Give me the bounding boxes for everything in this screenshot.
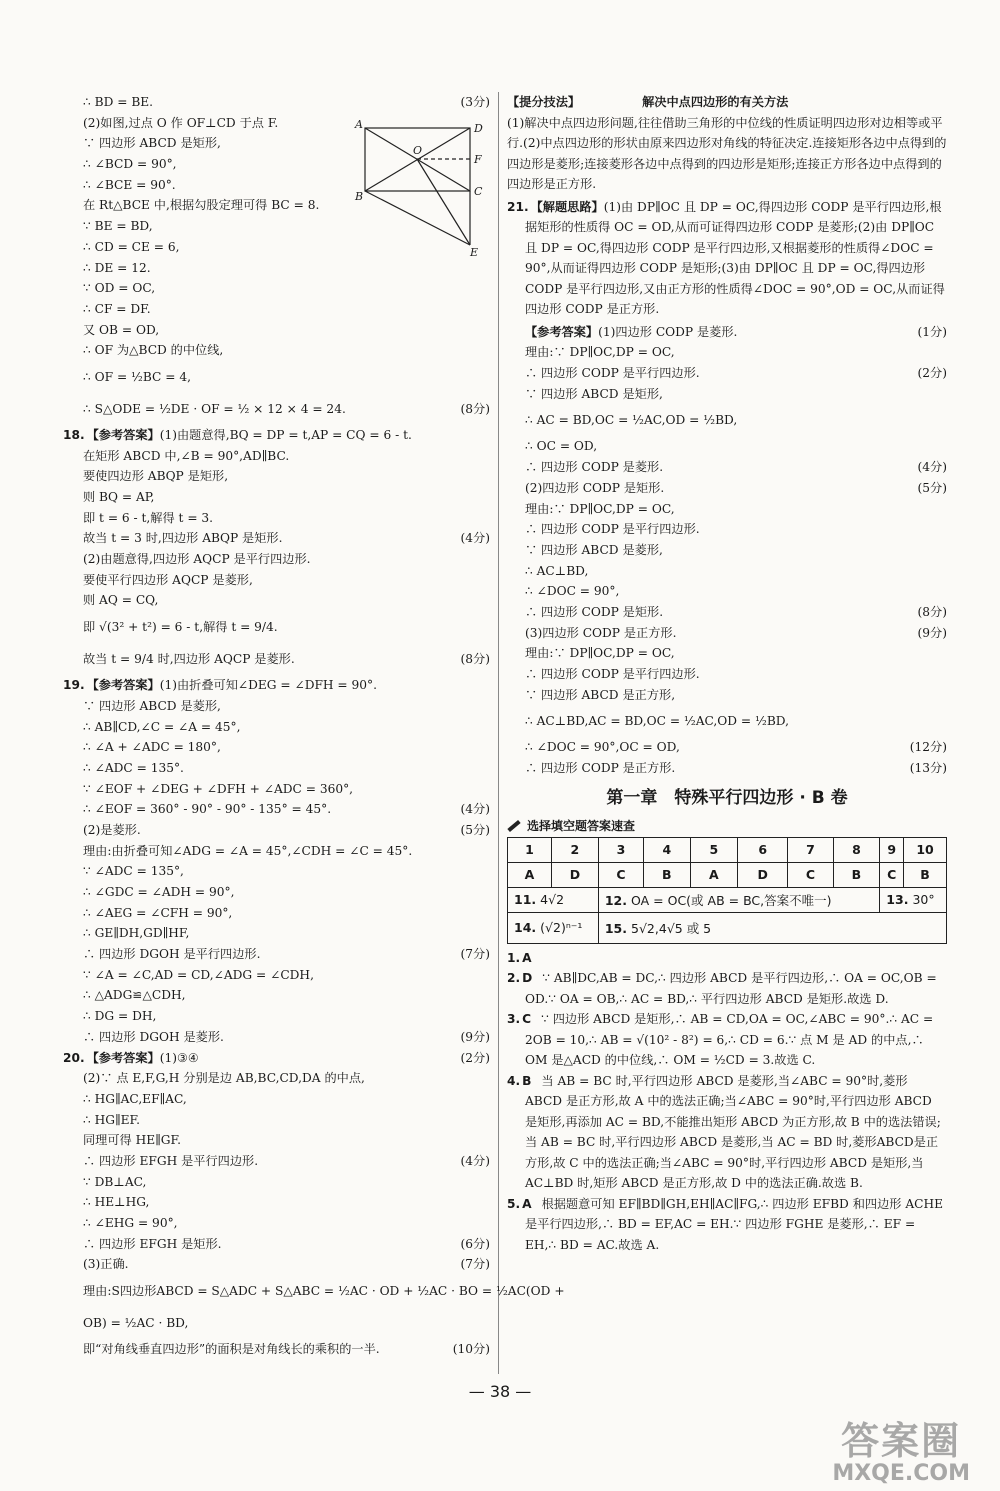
text-line — [63, 590, 490, 611]
text-line — [63, 1089, 490, 1110]
text-line — [63, 154, 490, 175]
text-line — [63, 1307, 490, 1339]
text-line — [63, 841, 490, 862]
text-line — [63, 133, 490, 154]
line-text: 在矩形 ABCD 中,∠B = 90°,AD∥BC. — [83, 448, 290, 463]
question-number-cell: 2 — [551, 837, 598, 862]
q21-answer — [507, 322, 947, 779]
text-line — [507, 737, 947, 758]
text-line — [63, 466, 490, 487]
line-text: ∴ HG∥EF. — [83, 1112, 140, 1127]
line-text: ∵ ∠EOF + ∠DEG + ∠DFH + ∠ADC = 360°, — [83, 781, 354, 796]
text-line — [63, 903, 490, 924]
text-line — [507, 342, 947, 363]
quick-check-title: 选择填空题答案速查 — [527, 818, 636, 833]
page-number: — 38 — — [468, 1382, 532, 1401]
choice-answer: D — [522, 971, 533, 986]
answer-cell: A — [690, 862, 737, 887]
text-line — [507, 602, 947, 623]
line-text: ∴ ∠DOC = 90°, — [525, 584, 620, 599]
label-f: F — [474, 153, 482, 166]
line-text: ∵ ∠A = ∠C,AD = CD,∠ADG = ∠CDH, — [83, 967, 314, 982]
score: (9分) — [460, 1029, 490, 1044]
line-text: (3)四边形 CODP 是正方形. — [525, 625, 677, 640]
watermark-url: MXQE.COM — [832, 1461, 970, 1486]
text-line — [507, 363, 947, 384]
q21-head: 【解题思路】 — [530, 199, 604, 214]
line-text: ∴ △ADG≌△CDH, — [83, 988, 186, 1003]
text-line — [63, 696, 490, 717]
text-line — [63, 361, 490, 393]
label-d: D — [474, 122, 483, 135]
watermark — [832, 1420, 970, 1486]
answer-head: 【参考答案】 — [525, 324, 599, 339]
choice-item — [507, 968, 947, 1009]
text-line — [63, 944, 490, 965]
line-text: (2)四边形 CODP 是矩形. — [525, 480, 665, 495]
text-line — [63, 1213, 490, 1234]
line-text: 故当 t = 3 时,四边形 ABQP 是矩形. — [83, 531, 283, 546]
label-b: B — [355, 190, 364, 203]
question-number-cell: 5 — [690, 837, 737, 862]
answer-cell: D — [551, 862, 598, 887]
question-number-cell: 3 — [598, 837, 643, 862]
text-line — [63, 1048, 490, 1069]
line-text: ∴ ∠ADC = 135°. — [83, 760, 184, 775]
score: (1分) — [917, 324, 947, 339]
table-row — [508, 912, 947, 943]
text-line — [507, 404, 947, 436]
line-text: ∴ ∠BCD = 90°, — [83, 157, 177, 172]
line-text: (1)由折叠可知∠DEG = ∠DFH = 90°. — [159, 678, 377, 693]
question-number-cell: 1 — [508, 837, 552, 862]
line-text: 则 BQ = AP, — [83, 490, 155, 504]
q21-thinking — [507, 197, 947, 320]
question-number-cell: 8 — [833, 837, 880, 862]
score: (4分) — [460, 802, 490, 817]
choice-item — [507, 1071, 947, 1194]
text-line — [63, 675, 490, 696]
score: (4分) — [460, 1153, 490, 1168]
line-text: ∴ S△ODE = ½DE · OF = ½ × 12 × 4 = 24. — [83, 401, 346, 416]
tip-body: (1)解决中点四边形问题,往往借助三角形的中位线的性质证明四边形对边相等或平行.(2)中点四边形的形状由原来四边形对角线的特征决定.连接矩形各边中点得到的四边形是菱形;连接菱形各边中点得到的四边形是矩形;连接正方形各边中点得到的四边形是正方形. — [507, 115, 947, 192]
text-line — [507, 685, 947, 706]
text-line — [507, 705, 947, 737]
watermark-logo: 答案圈 — [841, 1419, 962, 1463]
answer-13: 13. 30° — [880, 887, 947, 912]
text-line — [63, 1006, 490, 1027]
choice-item — [507, 948, 947, 969]
text-line — [63, 1027, 490, 1048]
line-text: 即 t = 6 - t,解得 t = 3. — [83, 510, 214, 525]
question-number: 5. — [507, 1196, 521, 1211]
choice-explanation: ∵ 四边形 ABCD 是矩形,∴ AB = CD,OA = OC,∠ABC = 90°.∴ AC = 2OB = 10,∴ AB = √(10² - 8²) = 6,∴ CD = 6.∵ 点 M 是 AD 的中点,∴ OM 是△ACD 的中位线,∴ OM = ½CD = 3.故选 C. — [525, 1012, 934, 1068]
line-text: 理由:∵ DP∥OC,DP = OC, — [525, 501, 675, 516]
line-text: ∴ CD = CE = 6, — [83, 239, 180, 254]
line-text: ∵ 四边形 ABCD 是菱形, — [525, 542, 663, 557]
pencil-icon — [507, 820, 520, 832]
table-row — [508, 887, 947, 912]
line-text: ∴ AC = BD,OC = ½AC,OD = ½BD, — [525, 413, 738, 428]
text-line — [63, 278, 490, 299]
question-number: 18. — [63, 427, 85, 442]
choice-answer: C — [522, 1012, 532, 1027]
text-line — [507, 643, 947, 664]
line-text: ∴ ∠EOF = 360° - 90° - 90° - 135° = 45°. — [83, 802, 332, 817]
line-text: (1)③④ — [159, 1050, 199, 1065]
answer-table — [507, 837, 947, 944]
score: (3分) — [460, 95, 490, 109]
text-line — [507, 322, 947, 343]
text-line — [63, 611, 490, 643]
answer-15: 15. 5√2,4√5 或 5 — [598, 912, 946, 943]
choice-explanation: 当 AB = BC 时,平行四边形 ABCD 是菱形,当∠ABC = 90°时,菱形 ABCD 是正方形,故 A 中的选法正确;当∠ABC = 90°时,平行四边形 ABCD 是矩形,再添加 AC = BD,不能推出矩形 ABCD 为正方形,故 B 中的选法错误;当 AB = BC 时,平行四边形 ABCD 是菱形,当 AC = BD 时,菱形ABCD是正方形,故 C 中的选法正确;当∠ABC = 90°时,平行四边形 ABCD 是矩形,当 AC⊥BD 时,矩形 ABCD 是正方形,故 D 中的选法正确.故选 B. — [525, 1073, 941, 1191]
text-line — [63, 446, 490, 467]
quick-check-heading — [507, 815, 947, 837]
table-row — [508, 837, 947, 862]
answer-12: 12. OA = OC(或 AB = BC,答案不唯一) — [598, 887, 879, 912]
text-line — [63, 1234, 490, 1255]
text-line — [63, 425, 490, 446]
answer-cell: C — [880, 862, 904, 887]
tip-head: 【提分技法】 — [507, 95, 581, 109]
line-text: ∴ GE∥DH,GD∥HF, — [83, 926, 190, 941]
label-o: O — [413, 144, 423, 157]
text-line — [63, 299, 490, 320]
line-text: ∴ DE = 12. — [83, 260, 151, 275]
text-line — [63, 737, 490, 758]
score: (2分) — [460, 1050, 490, 1065]
line-text: 要使四边形 ABQP 是矩形, — [83, 469, 229, 484]
line-text: ∴ ∠AEG = ∠CFH = 90°, — [83, 905, 233, 920]
line-text: 要使平行四边形 AQCP 是菱形, — [83, 572, 253, 587]
text-line — [63, 985, 490, 1006]
line-text: 则 AQ = CQ, — [83, 593, 159, 608]
text-line — [63, 237, 490, 258]
line-text: ∴ 四边形 CODP 是平行四边形. — [525, 366, 700, 381]
question-number: 4. — [507, 1073, 521, 1088]
answer-cell: C — [788, 862, 833, 887]
line-text: ∴ DG = DH, — [83, 1009, 157, 1024]
line-text: ∴ CF = DF. — [83, 301, 151, 316]
text-line — [63, 393, 490, 425]
line-text: 理由:∵ DP∥OC,DP = OC, — [525, 345, 675, 360]
line-text: ∴ ∠BCE = 90°. — [83, 177, 176, 192]
score: (7分) — [460, 947, 490, 962]
line-text: (2)如图,过点 O 作 OF⊥CD 于点 F. — [83, 115, 279, 130]
question-number: 20. — [63, 1050, 85, 1065]
line-text: ∵ 四边形 ABCD 是菱形, — [83, 698, 221, 713]
line-text: (2)是菱形. — [83, 822, 141, 837]
answer-cell: B — [643, 862, 690, 887]
text-line — [63, 487, 490, 508]
line-text: ∴ 四边形 CODP 是平行四边形. — [525, 522, 700, 537]
line-text: ∴ AC⊥BD, — [525, 563, 589, 578]
text-line — [63, 549, 490, 570]
text-line — [63, 1110, 490, 1131]
text-line — [63, 923, 490, 944]
line-text: 同理可得 HE∥GF. — [83, 1133, 181, 1148]
text-line — [63, 820, 490, 841]
text-line — [507, 519, 947, 540]
line-text: ∴ 四边形 CODP 是菱形. — [525, 460, 664, 475]
line-text: ∴ OC = OD, — [525, 439, 598, 454]
text-line — [63, 528, 490, 549]
score: (4分) — [917, 460, 947, 475]
line-text: ∵ DB⊥AC, — [83, 1174, 147, 1189]
line-text: ∴ 四边形 EFGH 是矩形. — [83, 1236, 222, 1251]
score: (8分) — [460, 401, 490, 416]
table-row — [508, 862, 947, 887]
score: (12分) — [909, 740, 947, 755]
answer-14: 14. (√2)ⁿ⁻¹ — [508, 912, 599, 943]
text-line — [63, 92, 490, 113]
line-text: (2)∵ 点 E,F,G,H 分别是边 AB,BC,CD,DA 的中点, — [83, 1071, 365, 1086]
answer-head: 【参考答案】 — [86, 678, 160, 693]
choice-item — [507, 1009, 947, 1071]
score: (2分) — [917, 366, 947, 381]
line-text: ∵ ∠ADC = 135°, — [83, 864, 184, 879]
text-line — [63, 779, 490, 800]
line-text: ∴ ∠GDC = ∠ADH = 90°, — [83, 885, 235, 899]
text-line — [63, 1192, 490, 1213]
question-number-cell: 7 — [788, 837, 833, 862]
choice-answer: A — [522, 950, 532, 965]
choice-explanations — [507, 948, 947, 1256]
line-text: OB) = ½AC · BD, — [83, 1316, 189, 1331]
line-text: 即 √(3² + t²) = 6 - t,解得 t = 9/4. — [83, 620, 278, 635]
text-line — [63, 1151, 490, 1172]
text-line — [507, 436, 947, 457]
text-line — [507, 623, 947, 644]
score: (9分) — [917, 625, 947, 640]
text-line — [507, 561, 947, 582]
line-text: (2)由题意得,四边形 AQCP 是平行四边形. — [83, 552, 311, 567]
text-line — [63, 340, 490, 361]
line-text: ∵ BE = BD, — [83, 219, 153, 234]
text-line — [63, 508, 490, 529]
line-text: (1)四边形 CODP 是菱形. — [598, 324, 738, 339]
text-line — [507, 581, 947, 602]
right-column — [507, 92, 947, 1255]
answer-head: 【参考答案】 — [86, 1050, 160, 1065]
text-line — [63, 643, 490, 675]
question-number-cell: 9 — [880, 837, 904, 862]
answer-cell: D — [738, 862, 788, 887]
score: (13分) — [909, 761, 947, 776]
text-line — [63, 113, 490, 134]
q21-body: (1)由 DP∥OC 且 DP = OC,得四边形 CODP 是平行四边形,根据矩形的性质得 OC = OD,从而可证得四边形 CODP 是菱形;(2)由 DP∥OC 且 DP = OC,得四边形 CODP 是平行四边形,又根据菱形的性质得∠DOC = 90°,从而证得四边形 CODP 是矩形;(3)由 DP∥OC 且 DP = OC,得四边形 CODP 是平行四边形,又由正方形的性质得∠DOC = 90°,OD = OC,从而证得四边形 CODP 是正方形. — [525, 199, 945, 317]
question-number: 19. — [63, 678, 85, 693]
line-text: ∴ AC⊥BD,AC = BD,OC = ½AC,OD = ½BD, — [525, 714, 789, 729]
score: (7分) — [460, 1257, 490, 1272]
score: (5分) — [460, 822, 490, 837]
text-line — [63, 717, 490, 738]
score: (5分) — [917, 480, 947, 495]
line-text: ∴ BD = BE. — [83, 95, 154, 109]
question-number-cell: 4 — [643, 837, 690, 862]
line-text: ∴ 四边形 DGOH 是平行四边形. — [83, 947, 261, 962]
line-text: ∴ OF = ½BC = 4, — [83, 369, 191, 384]
line-text: ∵ 四边形 ABCD 是矩形, — [83, 136, 221, 151]
score: (10分) — [452, 1342, 490, 1357]
line-text: ∴ 四边形 CODP 是矩形. — [525, 604, 664, 619]
score: (8分) — [917, 604, 947, 619]
text-line — [63, 1068, 490, 1089]
line-text: ∴ ∠DOC = 90°,OC = OD, — [525, 740, 680, 755]
choice-answer: B — [522, 1073, 532, 1088]
line-text: ∵ 四边形 ABCD 是矩形, — [525, 386, 663, 401]
text-line — [507, 499, 947, 520]
choice-item — [507, 1194, 947, 1256]
line-text: ∵ 四边形 ABCD 是正方形, — [525, 687, 676, 702]
text-line — [507, 540, 947, 561]
text-line — [507, 664, 947, 685]
tip-box — [507, 92, 947, 195]
answer-head: 【参考答案】 — [86, 427, 160, 442]
text-line — [63, 320, 490, 341]
line-text: (3)正确. — [83, 1257, 129, 1272]
text-line — [507, 478, 947, 499]
choice-explanation: ∵ AB∥DC,AB = DC,∴ 四边形 ABCD 是平行四边形,∴ OA = OC,OB = OD.∵ OA = OB,∴ AC = BD,∴ 平行四边形 ABCD 是矩形.故选 D. — [525, 971, 937, 1006]
line-text: 在 Rt△BCE 中,根据勾股定理可得 BC = 8. — [83, 198, 320, 213]
q21-number: 21. — [507, 199, 529, 214]
answer-cell: B — [833, 862, 880, 887]
text-line — [63, 882, 490, 903]
label-c: C — [474, 185, 483, 198]
text-line — [63, 1254, 490, 1275]
line-text: (1)由题意得,BQ = DP = t,AP = CQ = 6 - t. — [159, 427, 412, 442]
text-line — [63, 799, 490, 820]
text-line — [63, 758, 490, 779]
text-line — [63, 258, 490, 279]
column-divider — [498, 92, 499, 1374]
text-line — [63, 1172, 490, 1193]
line-text: ∴ 四边形 CODP 是平行四边形. — [525, 667, 700, 681]
choice-explanation: 根据题意可知 EF∥BD∥GH,EH∥AC∥FG,∴ 四边形 EFBD 和四边形 ACHE 是平行四边形,∴ BD = EF,AC = EH.∵ 四边形 FGHE 是菱形,∴ EF = EH,∴ BD = AC.故选 A. — [525, 1196, 943, 1252]
line-text: 理由:∵ DP∥OC,DP = OC, — [525, 646, 675, 661]
label-e: E — [470, 246, 479, 258]
line-text: 即“对角线垂直四边形”的面积是对角线长的乘积的一半. — [83, 1342, 380, 1357]
text-line — [507, 384, 947, 405]
label-a: A — [355, 118, 363, 131]
choice-answer: A — [522, 1196, 532, 1211]
answer-cell: A — [508, 862, 552, 887]
line-text: ∵ OD = OC, — [83, 281, 156, 296]
line-text: ∴ ∠EHG = 90°, — [83, 1216, 178, 1230]
text-line — [507, 457, 947, 478]
line-text: ∴ OF 为△BCD 的中位线, — [83, 343, 224, 358]
question-number: 1. — [507, 950, 521, 965]
answer-cell: B — [904, 862, 947, 887]
score: (8分) — [460, 652, 490, 667]
line-text: ∴ 四边形 EFGH 是平行四边形. — [83, 1153, 259, 1168]
line-text: ∴ HG∥AC,EF∥AC, — [83, 1091, 187, 1106]
score: (4分) — [460, 531, 490, 546]
answer-11: 11. 4√2 — [508, 887, 599, 912]
text-line — [63, 195, 490, 216]
line-text: 理由:由折叠可知∠ADG = ∠A = 45°,∠CDH = ∠C = 45°. — [83, 843, 413, 858]
question-number-cell: 10 — [904, 837, 947, 862]
text-line — [63, 1339, 490, 1360]
chapter-title: 第一章 特殊平行四边形 · B 卷 — [606, 787, 848, 808]
text-line — [63, 861, 490, 882]
text-line — [63, 216, 490, 237]
line-text: ∴ AB∥CD,∠C = ∠A = 45°, — [83, 719, 241, 734]
line-text: 理由:S四边形ABCD = S△ADC + S△ABC = ½AC · OD + ½AC · BO = ½AC(OD + — [83, 1284, 565, 1299]
text-line — [63, 175, 490, 196]
score: (6分) — [460, 1236, 490, 1251]
line-text: ∴ ∠A + ∠ADC = 180°, — [83, 740, 221, 755]
line-text: ∴ 四边形 DGOH 是菱形. — [83, 1029, 224, 1044]
line-text: ∴ HE⊥HG, — [83, 1195, 150, 1210]
text-line — [63, 1275, 565, 1307]
text-line — [63, 965, 490, 986]
answer-cell: C — [598, 862, 643, 887]
text-line — [507, 758, 947, 779]
line-text: 故当 t = 9/4 时,四边形 AQCP 是菱形. — [83, 652, 295, 667]
line-text: ∴ 四边形 CODP 是正方形. — [525, 761, 676, 776]
question-number: 3. — [507, 1012, 521, 1027]
question-number-cell: 6 — [738, 837, 788, 862]
text-line — [63, 570, 490, 591]
question-number: 2. — [507, 971, 521, 986]
tip-title: 解决中点四边形的有关方法 — [642, 95, 789, 109]
text-line — [63, 1130, 490, 1151]
line-text: 又 OB = OD, — [83, 322, 160, 337]
